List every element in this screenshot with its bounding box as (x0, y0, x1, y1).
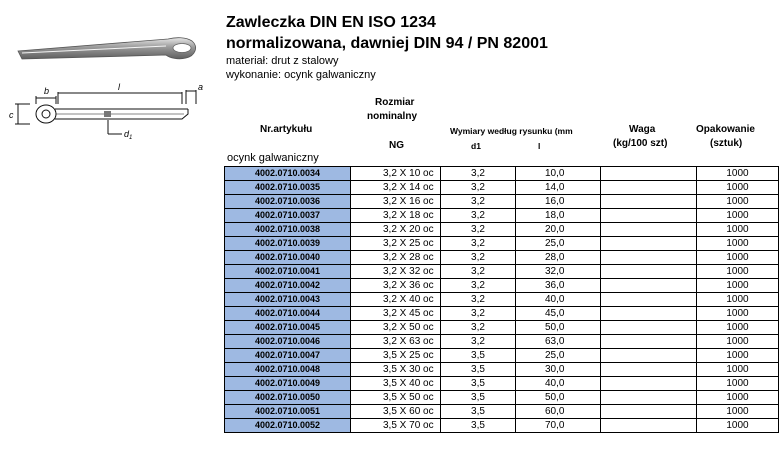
finish-spec: wykonanie: ocynk galwaniczny (226, 69, 376, 81)
table-row (225, 279, 779, 293)
dim-label-a: a (198, 82, 204, 92)
article-number-cell: 4002.0710.0035 (225, 181, 351, 195)
packaging-cell: 1000 (697, 419, 779, 433)
d1-cell: 3,2 (441, 209, 516, 223)
length-cell: 25,0 (516, 349, 601, 363)
nominal-size-cell: 3,2 X 25 oc (351, 237, 441, 251)
article-number-cell: 4002.0710.0047 (225, 349, 351, 363)
article-number-cell: 4002.0710.0048 (225, 363, 351, 377)
nominal-size-cell: 3,2 X 45 oc (351, 307, 441, 321)
weight-cell (601, 279, 697, 293)
material-spec: materiał: drut z stalowy (226, 55, 339, 67)
article-number-cell: 4002.0710.0043 (225, 293, 351, 307)
d1-cell: 3,2 (441, 251, 516, 265)
article-number-cell: 4002.0710.0049 (225, 377, 351, 391)
weight-cell (601, 363, 697, 377)
article-number-cell: 4002.0710.0050 (225, 391, 351, 405)
length-cell: 10,0 (516, 167, 601, 181)
table-row (225, 377, 779, 391)
article-number-cell: 4002.0710.0046 (225, 335, 351, 349)
d1-cell: 3,2 (441, 195, 516, 209)
length-cell: 30,0 (516, 363, 601, 377)
column-header-weight: Waga (629, 124, 656, 135)
table-row (225, 405, 779, 419)
length-cell: 50,0 (516, 321, 601, 335)
d1-cell: 3,5 (441, 377, 516, 391)
article-number-cell: 4002.0710.0034 (225, 167, 351, 181)
article-number-cell: 4002.0710.0051 (225, 405, 351, 419)
table-row (225, 293, 779, 307)
article-number-cell: 4002.0710.0045 (225, 321, 351, 335)
weight-cell (601, 293, 697, 307)
length-cell: 25,0 (516, 237, 601, 251)
weight-cell (601, 237, 697, 251)
nominal-size-cell: 3,2 X 14 oc (351, 181, 441, 195)
nominal-size-cell: 3,5 X 25 oc (351, 349, 441, 363)
weight-cell (601, 335, 697, 349)
nominal-size-cell: 3,2 X 32 oc (351, 265, 441, 279)
weight-cell (601, 265, 697, 279)
packaging-cell: 1000 (697, 181, 779, 195)
packaging-cell: 1000 (697, 237, 779, 251)
dim-label-d1: $d_1$ (124, 129, 133, 141)
packaging-cell: 1000 (697, 391, 779, 405)
column-header-packaging: Opakowanie (696, 124, 755, 135)
article-number-cell: 4002.0710.0040 (225, 251, 351, 265)
nominal-size-cell: 3,2 X 63 oc (351, 335, 441, 349)
dim-label-c: c (9, 110, 14, 120)
packaging-cell: 1000 (697, 335, 779, 349)
weight-cell (601, 209, 697, 223)
section-label: ocynk galwaniczny (227, 152, 319, 164)
length-cell: 45,0 (516, 307, 601, 321)
table-row (225, 391, 779, 405)
packaging-cell: 1000 (697, 251, 779, 265)
table-row (225, 335, 779, 349)
length-cell: 60,0 (516, 405, 601, 419)
d1-cell: 3,5 (441, 363, 516, 377)
nominal-size-cell: 3,2 X 18 oc (351, 209, 441, 223)
nominal-size-cell: 3,2 X 50 oc (351, 321, 441, 335)
article-number-cell: 4002.0710.0041 (225, 265, 351, 279)
d1-cell: 3,2 (441, 237, 516, 251)
nominal-size-cell: 3,2 X 36 oc (351, 279, 441, 293)
column-header-size-ng: NG (389, 140, 404, 151)
column-header-size-line2: nominalny (367, 111, 418, 122)
column-header-d1: d1 (471, 141, 481, 151)
table-row (225, 419, 779, 433)
weight-cell (601, 405, 697, 419)
packaging-cell: 1000 (697, 321, 779, 335)
length-cell: 36,0 (516, 279, 601, 293)
column-header-size-line1: Rozmiar (375, 97, 415, 108)
nominal-size-cell: 3,5 X 50 oc (351, 391, 441, 405)
table-row (225, 251, 779, 265)
table-row (225, 265, 779, 279)
product-title: Zawleczka DIN EN ISO 1234 (226, 14, 436, 31)
table-body (225, 167, 779, 433)
weight-cell (601, 251, 697, 265)
table-row (225, 363, 779, 377)
packaging-cell: 1000 (697, 223, 779, 237)
length-cell: 40,0 (516, 293, 601, 307)
length-cell: 14,0 (516, 181, 601, 195)
nominal-size-cell: 3,5 X 60 oc (351, 405, 441, 419)
length-cell: 32,0 (516, 265, 601, 279)
weight-cell (601, 307, 697, 321)
d1-cell: 3,5 (441, 419, 516, 433)
weight-cell (601, 167, 697, 181)
length-cell: 16,0 (516, 195, 601, 209)
article-number-cell: 4002.0710.0039 (225, 237, 351, 251)
weight-cell (601, 419, 697, 433)
packaging-cell: 1000 (697, 377, 779, 391)
table-row (225, 181, 779, 195)
product-table (224, 166, 779, 433)
d1-cell: 3,2 (441, 265, 516, 279)
d1-cell: 3,2 (441, 335, 516, 349)
length-cell: 63,0 (516, 335, 601, 349)
table-row (225, 237, 779, 251)
packaging-cell: 1000 (697, 307, 779, 321)
cotter-pin-drawing (15, 90, 196, 134)
cotter-pin-photo (18, 38, 196, 59)
d1-cell: 3,2 (441, 279, 516, 293)
length-cell: 70,0 (516, 419, 601, 433)
nominal-size-cell: 3,2 X 40 oc (351, 293, 441, 307)
length-cell: 40,0 (516, 377, 601, 391)
length-cell: 28,0 (516, 251, 601, 265)
table-row (225, 307, 779, 321)
column-header-packaging-unit: (sztuk) (710, 138, 743, 149)
packaging-cell: 1000 (697, 209, 779, 223)
nominal-size-cell: 3,2 X 10 oc (351, 167, 441, 181)
product-subtitle: normalizowana, dawniej DIN 94 / PN 82001 (226, 35, 548, 52)
column-header-article: Nr.artykułu (260, 124, 313, 135)
article-number-cell: 4002.0710.0044 (225, 307, 351, 321)
table-header (224, 96, 772, 154)
d1-cell: 3,2 (441, 293, 516, 307)
weight-cell (601, 349, 697, 363)
column-header-weight-unit: (kg/100 szt) (613, 138, 668, 149)
nominal-size-cell: 3,2 X 20 oc (351, 223, 441, 237)
dim-label-b: b (44, 86, 50, 96)
product-header (226, 12, 548, 82)
dim-label-l: l (118, 82, 120, 92)
d1-cell: 3,5 (441, 391, 516, 405)
column-header-l: l (538, 141, 541, 151)
nominal-size-cell: 3,5 X 40 oc (351, 377, 441, 391)
weight-cell (601, 181, 697, 195)
length-cell: 50,0 (516, 391, 601, 405)
length-cell: 18,0 (516, 209, 601, 223)
article-number-cell: 4002.0710.0037 (225, 209, 351, 223)
packaging-cell: 1000 (697, 405, 779, 419)
weight-cell (601, 321, 697, 335)
article-number-cell: 4002.0710.0038 (225, 223, 351, 237)
weight-cell (601, 223, 697, 237)
article-number-cell: 4002.0710.0052 (225, 419, 351, 433)
d1-cell: 3,2 (441, 223, 516, 237)
packaging-cell: 1000 (697, 265, 779, 279)
nominal-size-cell: 3,2 X 16 oc (351, 195, 441, 209)
column-header-dimensions: Wymiary według rysunku (mm (450, 126, 573, 136)
article-number-cell: 4002.0710.0042 (225, 279, 351, 293)
table-row (225, 209, 779, 223)
weight-cell (601, 195, 697, 209)
d1-cell: 3,2 (441, 307, 516, 321)
length-cell: 20,0 (516, 223, 601, 237)
packaging-cell: 1000 (697, 167, 779, 181)
d1-cell: 3,5 (441, 349, 516, 363)
table-row (225, 223, 779, 237)
packaging-cell: 1000 (697, 293, 779, 307)
d1-cell: 3,2 (441, 321, 516, 335)
nominal-size-cell: 3,5 X 70 oc (351, 419, 441, 433)
table-row (225, 349, 779, 363)
weight-cell (601, 391, 697, 405)
cotter-pin-illustration (0, 0, 215, 150)
article-number-cell: 4002.0710.0036 (225, 195, 351, 209)
d1-cell: 3,2 (441, 167, 516, 181)
table-row (225, 167, 779, 181)
nominal-size-cell: 3,5 X 30 oc (351, 363, 441, 377)
weight-cell (601, 377, 697, 391)
packaging-cell: 1000 (697, 195, 779, 209)
packaging-cell: 1000 (697, 349, 779, 363)
d1-cell: 3,5 (441, 405, 516, 419)
packaging-cell: 1000 (697, 279, 779, 293)
table-row (225, 195, 779, 209)
table-row (225, 321, 779, 335)
nominal-size-cell: 3,2 X 28 oc (351, 251, 441, 265)
d1-cell: 3,2 (441, 181, 516, 195)
packaging-cell: 1000 (697, 363, 779, 377)
